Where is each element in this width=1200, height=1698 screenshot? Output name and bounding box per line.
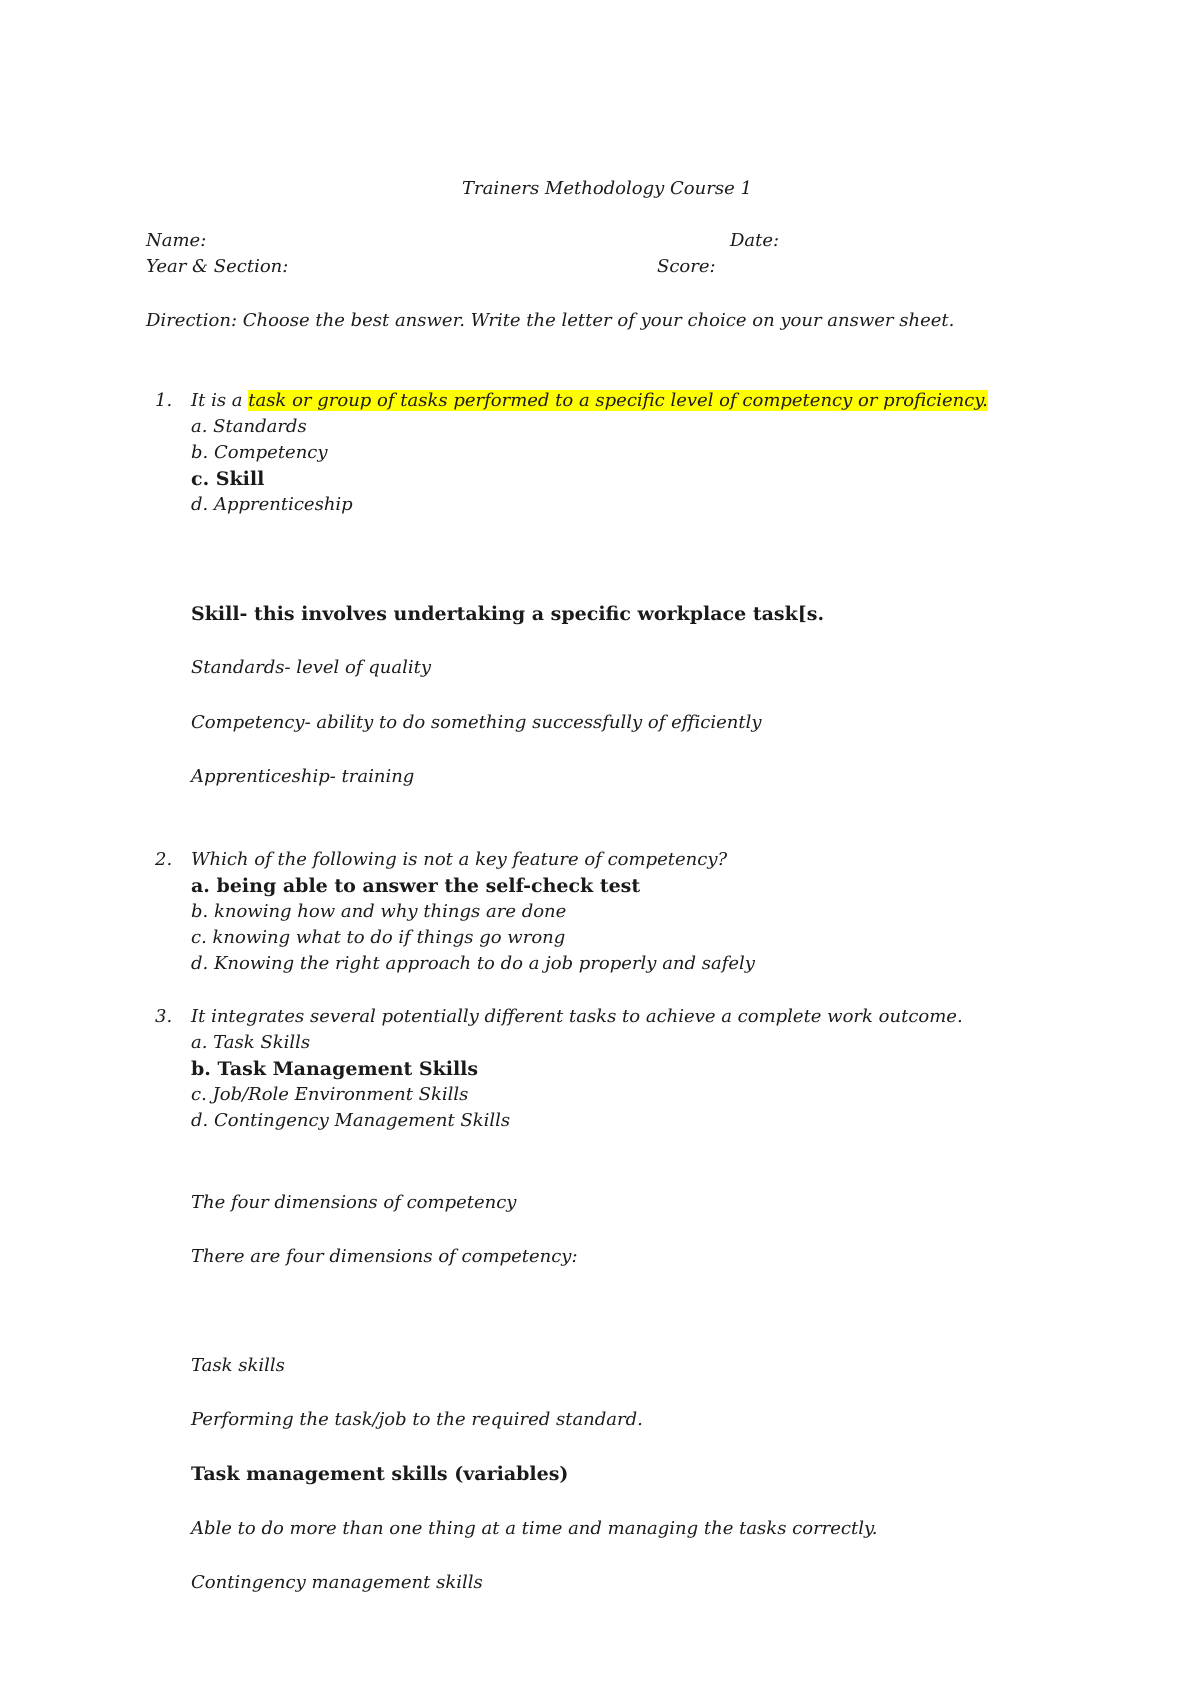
- question-3-stem: It integrates several potentially different tasks to achieve a complete work outcome.: [191, 1006, 963, 1027]
- date-label: Date:: [730, 230, 780, 251]
- score-label: Score:: [657, 256, 716, 277]
- question-1-option-d: d. Apprenticeship: [191, 494, 353, 515]
- question-2-number: 2.: [155, 849, 173, 870]
- question-3-option-a: a. Task Skills: [191, 1032, 311, 1053]
- question-1-option-c-answer: c. Skill: [191, 468, 265, 490]
- note-four-dimensions-intro: There are four dimensions of competency:: [191, 1246, 578, 1267]
- question-1-stem-highlight: task or group of tasks performed to a specific level of competency or proficiency.: [248, 390, 988, 411]
- question-1-stem: [191, 388, 988, 414]
- note-task-management: Task management skills (variables): [191, 1463, 569, 1485]
- note-standards: Standards- level of quality: [191, 657, 432, 678]
- question-2-option-a-answer: a. being able to answer the self-check test: [191, 875, 641, 897]
- question-3-option-d: d. Contingency Management Skills: [191, 1110, 511, 1131]
- note-competency: Competency- ability to do something successfully of efficiently: [191, 712, 762, 733]
- question-2-option-b: b. knowing how and why things are done: [191, 901, 567, 922]
- note-task-management-desc: Able to do more than one thing at a time and managing the tasks correctly.: [191, 1518, 878, 1539]
- question-2-stem: Which of the following is not a key feature of competency?: [191, 849, 728, 870]
- question-3-option-b-answer: b. Task Management Skills: [191, 1058, 479, 1080]
- question-2-option-c: c. knowing what to do if things go wrong: [191, 927, 566, 948]
- question-1-option-b: b. Competency: [191, 442, 328, 463]
- name-label: Name:: [146, 230, 207, 251]
- question-1-stem-prefix: It is a: [191, 390, 249, 411]
- document-title: Trainers Methodology Course 1: [462, 178, 752, 199]
- year-section-label: Year & Section:: [146, 256, 289, 277]
- question-3-option-c: c. Job/Role Environment Skills: [191, 1084, 469, 1105]
- note-skill: Skill- this involves undertaking a specific workplace task[s.: [191, 603, 825, 625]
- question-3-number: 3.: [155, 1006, 173, 1027]
- question-2-option-d: d. Knowing the right approach to do a job properly and safely: [191, 953, 755, 974]
- note-task-skills-desc: Performing the task/job to the required standard.: [191, 1409, 643, 1430]
- question-1-number: 1.: [155, 390, 173, 411]
- note-apprenticeship: Apprenticeship- training: [191, 766, 415, 787]
- question-1-option-a: a. Standards: [191, 416, 307, 437]
- direction-text: Direction: Choose the best answer. Write the letter of your choice on your answer sheet.: [146, 310, 955, 331]
- note-contingency: Contingency management skills: [191, 1572, 483, 1593]
- note-task-skills: Task skills: [191, 1355, 285, 1376]
- note-four-dimensions-title: The four dimensions of competency: [191, 1192, 517, 1213]
